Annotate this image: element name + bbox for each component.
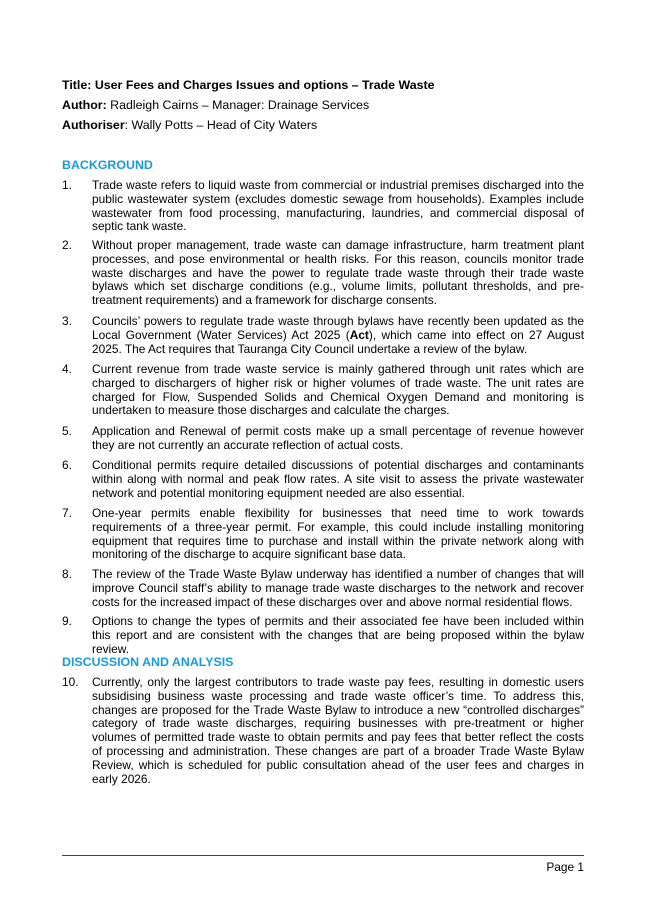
title-line [62, 78, 435, 93]
paragraph-text: Currently, only the largest contributors to trade waste pay fees, resulting in domestic users subsidising business waste processing and trade waste officer’s time. To address this, changes are proposed for the Trade Waste Bylaw to introduce a new “controlled discharges” category of trade waste discharges, requiring businesses with pre-treatment or higher volumes of permitted trade waste to obtain permits and pay fees that better reflect the costs of processing and administration. These changes are part of a broader Trade Waste Bylaw Review, which is scheduled for public consultation ahead of the user fees and charges in early 2026. [92, 675, 584, 786]
paragraph-text: The review of the Trade Waste Bylaw underway has identified a number of changes that will improve Council staff’s ability to manage trade waste discharges to the network and recover costs for the increased impact of these discharges over and above normal residential flows. [92, 567, 584, 609]
paragraph-4 [62, 363, 584, 418]
discussion-heading: DISCUSSION AND ANALYSIS [62, 655, 234, 669]
paragraph-number: 4. [62, 362, 72, 376]
paragraph-10 [62, 676, 584, 786]
paragraph-5 [62, 425, 584, 453]
paragraph-7 [62, 507, 584, 562]
paragraph-text: Current revenue from trade waste service is mainly gathered through unit rates which are charged to dischargers of higher risk or higher volumes of trade waste. The unit rates are charged for Flow, Suspended Solids and Chemical Oxygen Demand and monitoring is undertaken to measure those discharges and calculate the charges. [92, 362, 584, 418]
paragraph-number: 1. [62, 178, 72, 192]
paragraph-text: Trade waste refers to liquid waste from commercial or industrial premises discharged into the public wastewater system (excludes domestic sewage from households). Examples include wastewater from food processing, manufacturing, laundries, and commercial disposal of septic tank waste. [92, 178, 584, 234]
background-heading: BACKGROUND [62, 158, 153, 172]
paragraph-text: Without proper management, trade waste can damage infrastructure, harm treatment plant processes, and pose environmental or health risks. For this reason, councils monitor trade waste discharges and have the power to regulate trade waste through their trade waste bylaws which set discharge conditions (e.g., volume limits, pollutant thresholds, and pre-treatment requirements) and a framework for discharge consents. [92, 238, 584, 308]
author-label: Author: [62, 98, 107, 112]
footer-divider [62, 855, 584, 856]
document-title: User Fees and Charges Issues and options – Trade Waste [94, 78, 435, 92]
authoriser-label: Authoriser [62, 118, 125, 132]
paragraph-text: Conditional permits require detailed discussions of potential discharges and contaminants within along with normal and peak flow rates. A site visit to assess the private wastewater network and potential monitoring equipment needed are also essential. [92, 458, 584, 500]
authoriser-value: : Wally Potts – Head of City Waters [124, 118, 318, 132]
paragraph-text [92, 315, 584, 356]
paragraph-9 [62, 615, 584, 656]
paragraph-number: 3. [62, 314, 72, 328]
paragraph-number: 9. [62, 614, 72, 628]
paragraph-number: 6. [62, 458, 72, 472]
paragraph-number: 10. [62, 675, 79, 689]
paragraph-text: One-year permits enable flexibility for businesses that need time to work towards requirements of a three-year permit. For example, this could include installing monitoring equipment that requires time to purchase and install within the private network along with monitoring of the discharge to acquire significant base data. [92, 506, 584, 562]
author-line [62, 98, 369, 113]
paragraph-number: 7. [62, 506, 72, 520]
authoriser-line [62, 118, 317, 133]
paragraph-text-part-a: Councils’ powers to regulate trade waste through bylaws have recently been updated as the Local Government (Water Services) Act 2025 ( [92, 314, 584, 342]
paragraph-6 [62, 459, 584, 500]
paragraph-text: Application and Renewal of permit costs make up a small percentage of revenue however they are not currently an accurate reflection of actual costs. [92, 424, 584, 452]
paragraph-8 [62, 568, 584, 609]
title-label: Title: [62, 78, 95, 92]
act-abbreviation: Act [349, 327, 369, 342]
paragraph-number: 2. [62, 238, 72, 252]
paragraph-2 [62, 239, 584, 308]
paragraph-3 [62, 315, 584, 356]
paragraph-text-part-b: ), which came into effect on 27 August 2025. The Act requires that Tauranga City Council undertake a review of the bylaw. [92, 327, 585, 356]
page-number: Page 1 [546, 860, 584, 874]
paragraph-text: Options to change the types of permits and their associated fee have been included within this report and are consistent with the changes that are being proposed within the bylaw review. [92, 614, 584, 656]
paragraph-number: 5. [62, 424, 72, 438]
paragraph-1 [62, 179, 584, 234]
author-value: Radleigh Cairns – Manager: Drainage Services [106, 98, 370, 112]
paragraph-number: 8. [62, 567, 72, 581]
